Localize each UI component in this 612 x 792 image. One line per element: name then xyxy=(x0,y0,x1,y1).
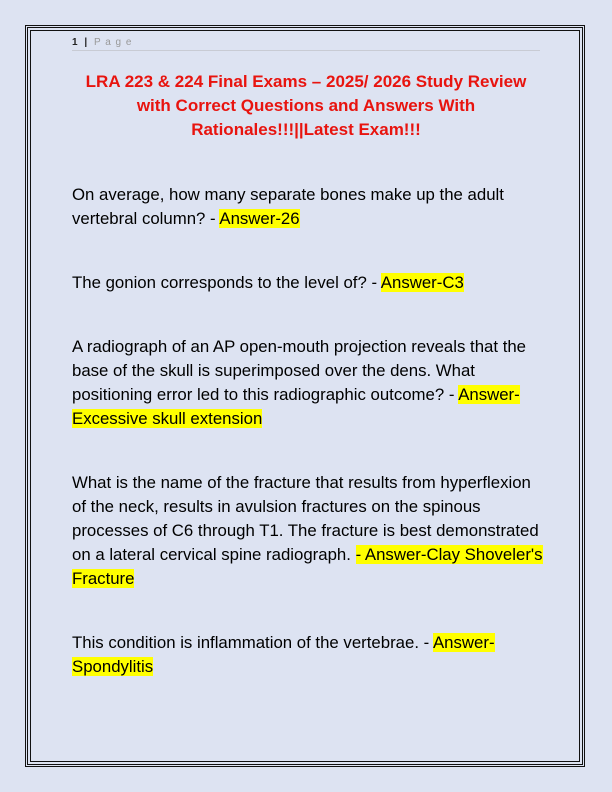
question-text: This condition is inflammation of the vertebrae. xyxy=(72,633,424,652)
answer-text: Answer-Spondylitis xyxy=(72,633,495,676)
answer-text: Answer-Excessive skull extension xyxy=(72,385,520,428)
page-header xyxy=(72,37,132,48)
qa-item xyxy=(72,631,544,679)
answer-text: Answer-C3 xyxy=(380,273,464,292)
qa-item xyxy=(72,335,544,431)
question-text: What is the name of the fracture that results from hyperflexion of the neck, results in avulsion fractures on the spinous processes of C6 through T1. The fracture is best demonstrated on a lateral cervical spine radiograph. xyxy=(72,473,539,564)
question-text: The gonion corresponds to the level of? xyxy=(72,273,372,292)
title-line: LRA 223 & 224 Final Exams – 2025/ 2026 Study Review xyxy=(85,72,527,91)
answer-separator: - xyxy=(355,545,365,564)
answer-separator: - xyxy=(210,209,220,228)
answer-text: Answer-26 xyxy=(219,209,300,228)
page-separator: | xyxy=(84,37,89,48)
answer-separator: - xyxy=(423,633,433,652)
title-line: Rationales!!!||Latest Exam!!! xyxy=(191,120,421,139)
qa-item xyxy=(72,183,544,231)
header-divider xyxy=(72,50,540,51)
qa-item xyxy=(72,271,544,295)
title-line: with Correct Questions and Answers With xyxy=(136,96,476,115)
page-number: 1 xyxy=(72,37,79,48)
qa-item xyxy=(72,471,544,591)
document-title xyxy=(60,70,552,142)
question-text: A radiograph of an AP open-mouth projection reveals that the base of the skull is superimposed over the dens. What positioning error led to this radiographic outcome? xyxy=(72,337,527,404)
page-label: P a g e xyxy=(93,37,133,48)
answer-text: Answer-Clay Shoveler's Fracture xyxy=(72,545,543,588)
question-text: On average, how many separate bones make up the adult vertebral column? xyxy=(72,185,504,228)
answer-separator: - xyxy=(371,273,381,292)
answer-separator: - xyxy=(448,385,459,404)
